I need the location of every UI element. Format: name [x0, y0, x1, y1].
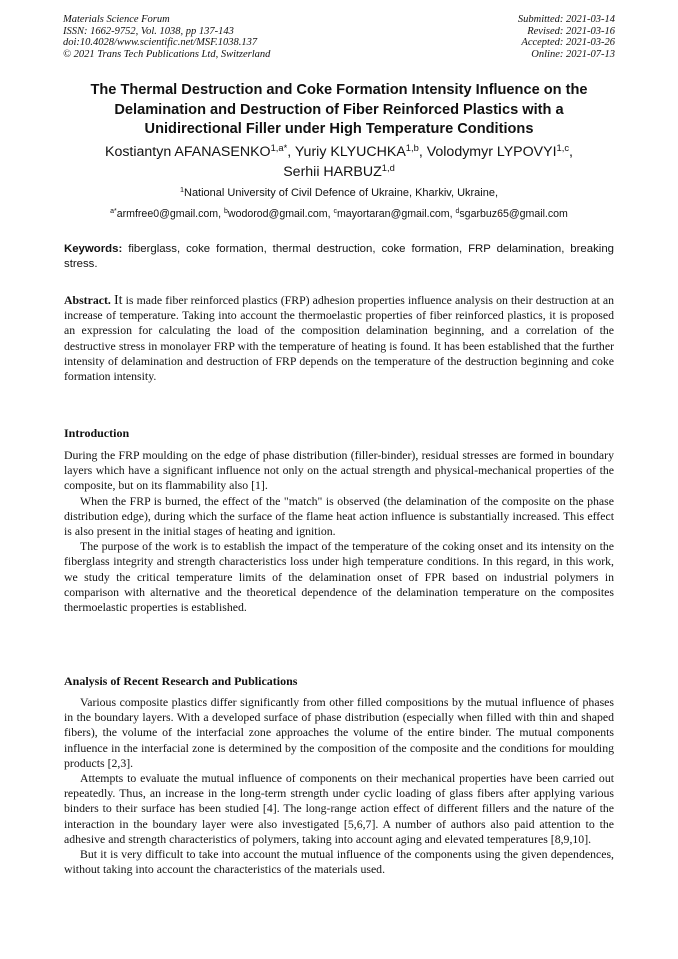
author-name: Volodymyr LYPOVYI	[426, 144, 557, 160]
affiliation-mark: 1	[179, 185, 184, 195]
author-emails	[50, 207, 628, 221]
email-separator: ,	[327, 208, 334, 220]
date-revised: Revised: 2021-03-16	[527, 25, 615, 37]
date-accepted: Accepted: 2021-03-26	[521, 37, 615, 48]
author-name: Kostiantyn AFANASENKO	[104, 144, 271, 160]
affiliation	[50, 186, 628, 200]
email-mark: a*	[110, 208, 117, 216]
journal-copyright: © 2021 Trans Tech Publications Ltd, Switzerland	[63, 48, 271, 60]
publication-dates	[518, 14, 615, 60]
author-name: Yuriy KLYUCHKA	[294, 144, 406, 160]
title-line: Unidirectional Filler under High Temperature Conditions	[144, 121, 534, 137]
analysis-body	[64, 695, 614, 877]
section-heading-analysis: Analysis of Recent Research and Publications	[64, 674, 298, 688]
email-separator: ,	[218, 208, 225, 220]
title-line: Delamination and Destruction of Fiber Reinforced Plastics with a	[114, 101, 564, 118]
journal-info	[63, 14, 270, 60]
journal-issn: ISSN: 1662-9752, Vol. 1038, pp 137-143	[63, 25, 234, 37]
paragraph: During the FRP moulding on the edge of phase distribution (filler-binder), residual stresses are formed in boundary layers which have a significant influence not only on the actual strength and physical-mechanical properties of the composite, but on its flammability also [1].	[64, 448, 614, 493]
paragraph: Various composite plastics differ significantly from other filled compositions by the mutual influence of phases in the boundary layers. With a developed surface of phase distribution (especially when filled with thin and shaped fibers), the volume of the interfacial zone approaches the volume of the entire binder. The mutual components influence in the interfacial zone is determined by the composition of the composite and the conditions for moulding products [2,3].	[64, 695, 614, 770]
paper-title	[50, 81, 628, 140]
email-address: armfree0@gmail.com	[116, 208, 219, 220]
paragraph: Attempts to evaluate the mutual influence of components on their mechanical properties have been carried out repeatedly. Thus, an increase in the long-term strength under cyclic loading of glass fibers after applying various binders to their surface has been studied [4]. The long-range action effect of different fillers and the nature of the interaction in the boundary layer were also investigated [5,6,7]. A number of authors also paid attention to the adhesive and strength characteristics of polymers, taking into account aging and elevated temperatures [8,9,10].	[64, 771, 614, 846]
title-line: The Thermal Destruction and Coke Formation Intensity Influence on the	[90, 82, 588, 98]
abstract	[64, 293, 614, 384]
section-heading-introduction: Introduction	[64, 426, 130, 440]
date-online: Online: 2021-07-13	[531, 48, 615, 60]
email-address: wodorod@gmail.com	[227, 208, 328, 220]
author-separator: ,	[569, 144, 573, 160]
author-affiliation-mark: 1,c	[556, 142, 570, 153]
email-separator: ,	[449, 208, 456, 220]
affiliation-text: National University of Civil Defence of Ukraine, Kharkiv, Ukraine,	[184, 187, 499, 199]
author-list	[50, 143, 628, 182]
email-address: mayortaran@gmail.com	[336, 208, 450, 220]
keywords-text: fiberglass, coke formation, thermal destruction, coke formation, FRP delamination, breaking stress.	[64, 243, 615, 270]
abstract-text: is made fiber reinforced plastics (FRP) adhesion properties influence analysis on their destruction at an increase of temperature. Taking into account the thermoelastic properties of fiber reinforced plastics, it is proposed an expression for calculating the load of the composition delamination beginning, and a correlation of the destructive stress in monolayer FRP with the temperature of heating is found. It has been established that the further intensity of delamination and destruction of FRP depends on the temperature of the destruction beginning and coke formation intensity.	[64, 293, 614, 384]
author-separator: ,	[287, 144, 295, 160]
email-mark: c	[333, 208, 337, 216]
journal-name: Materials Science Forum	[63, 14, 170, 25]
paragraph: But it is very difficult to take into account the mutual influence of the components using the given dependences, without taking into account the characteristics of the materials used.	[64, 847, 614, 877]
date-submitted: Submitted: 2021-03-14	[517, 14, 615, 25]
journal-doi: doi:10.4028/www.scientific.net/MSF.1038.137	[63, 37, 258, 48]
author-affiliation-mark: 1,a*	[270, 142, 288, 153]
author-separator: ,	[418, 144, 427, 160]
author-name: Serhii HARBUZ	[283, 163, 382, 180]
introduction-body	[64, 448, 614, 615]
email-mark: d	[455, 208, 460, 216]
email-mark: b	[224, 208, 228, 216]
keywords-label: Keywords:	[64, 243, 123, 255]
abstract-initial: It	[113, 293, 123, 308]
paragraph: The purpose of the work is to establish the impact of the temperature of the coking onset and its intensity on the fiberglass integrity and strength characteristics loss under high temperature conditions. In this regard, in this work, we study the critical temperature limits of the delamination onset of FPR based on industrial polymers in comparison with alternative and the theoretical dependence of the delamination temperature on the composites thermoelastic properties is established.	[64, 539, 614, 615]
author-affiliation-mark: 1,d	[381, 162, 395, 173]
abstract-label: Abstract.	[64, 293, 111, 307]
email-address: sgarbuz65@gmail.com	[459, 208, 568, 220]
paragraph: When the FRP is burned, the effect of the "match" is observed (the delamination of the composite on the phase distribution edge), during which the surface of the flame heat action influence is substantially increased. This effect is also present in the initial stages of heating and ignition.	[64, 493, 614, 539]
keywords	[64, 242, 614, 272]
author-affiliation-mark: 1,b	[405, 142, 419, 153]
